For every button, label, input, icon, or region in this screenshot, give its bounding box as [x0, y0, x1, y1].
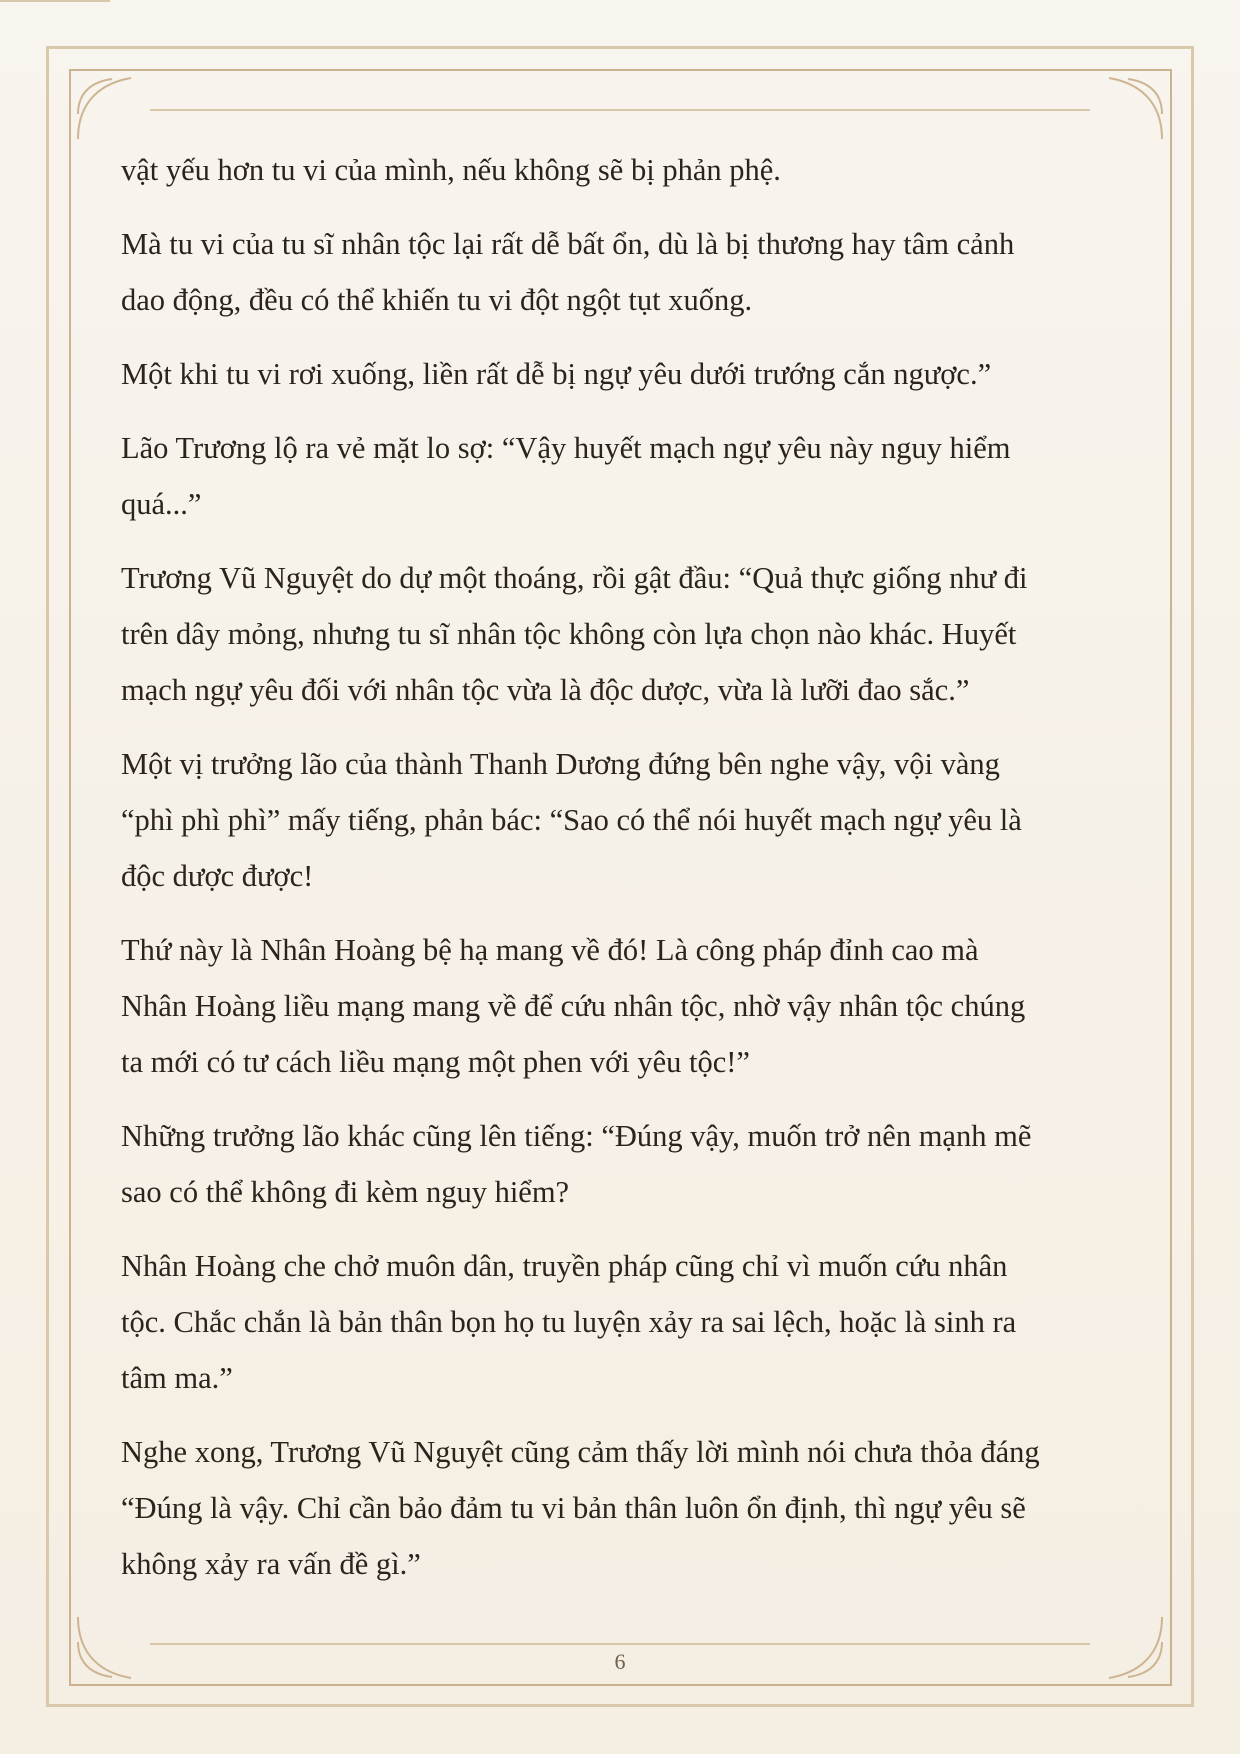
text-line: độc dược được! [121, 859, 314, 893]
text-line: mạch ngự yêu đối với nhân tộc vừa là độc dược, vừa là lưỡi đao sắc.” [121, 673, 970, 707]
paragraph-7 [121, 922, 1131, 1090]
footer-divider [150, 1643, 1090, 1645]
text-line: tâm ma.” [121, 1361, 233, 1395]
text-line: dao động, đều có thể khiến tu vi đột ngột tụt xuống. [121, 283, 753, 317]
text-line: Một khi tu vi rơi xuống, liền rất dễ bị ngự yêu dưới trướng cắn ngược.” [121, 357, 992, 391]
text-line: Những trưởng lão khác cũng lên tiếng: “Đúng vậy, muốn trở nên mạnh mẽ [121, 1119, 1032, 1153]
text-line: Thứ này là Nhân Hoàng bệ hạ mang về đó! Là công pháp đỉnh cao mà [121, 933, 979, 967]
paragraph-6 [121, 736, 1131, 904]
page-body-text [121, 142, 1131, 1610]
text-line: vật yếu hơn tu vi của mình, nếu không sẽ bị phản phệ. [121, 153, 781, 187]
text-line: ta mới có tư cách liều mạng một phen với yêu tộc!” [121, 1045, 750, 1079]
text-line: Trương Vũ Nguyệt do dự một thoáng, rồi gật đầu: “Quả thực giống như đi [121, 561, 1028, 595]
text-line: Nghe xong, Trương Vũ Nguyệt cũng cảm thấy lời mình nói chưa thỏa đáng [121, 1435, 1040, 1469]
text-line: Lão Trương lộ ra vẻ mặt lo sợ: “Vậy huyết mạch ngự yêu này nguy hiểm [121, 431, 1011, 465]
text-line: tộc. Chắc chắn là bản thân bọn họ tu luyện xảy ra sai lệch, hoặc là sinh ra [121, 1305, 1017, 1339]
text-line: Nhân Hoàng che chở muôn dân, truyền pháp cũng chỉ vì muốn cứu nhân [121, 1249, 1008, 1283]
text-line: không xảy ra vấn đề gì.” [121, 1547, 421, 1581]
paragraph-8 [121, 1108, 1131, 1220]
paragraph-2 [121, 216, 1131, 328]
text-line: Một vị trưởng lão của thành Thanh Dương đứng bên nghe vậy, vội vàng [121, 747, 1000, 781]
text-line: trên dây mỏng, nhưng tu sĩ nhân tộc không còn lựa chọn nào khác. Huyết [121, 617, 1017, 651]
page-number: 6 [614, 1649, 626, 1674]
header-divider [150, 109, 1090, 111]
text-line: “Đúng là vậy. Chỉ cần bảo đảm tu vi bản thân luôn ổn định, thì ngự yêu sẽ [121, 1491, 1026, 1525]
paragraph-1 [121, 142, 1131, 198]
paragraph-9 [121, 1238, 1131, 1406]
paragraph-3 [121, 346, 1131, 402]
paragraph-5 [121, 550, 1131, 718]
footer-ornament-line [0, 0, 110, 2]
text-line: Mà tu vi của tu sĩ nhân tộc lại rất dễ bất ổn, dù là bị thương hay tâm cảnh [121, 227, 1015, 261]
text-line: sao có thể không đi kèm nguy hiểm? [121, 1175, 570, 1209]
paragraph-10 [121, 1424, 1131, 1592]
text-line: Nhân Hoàng liều mạng mang về để cứu nhân tộc, nhờ vậy nhân tộc chúng [121, 989, 1026, 1023]
paragraph-4 [121, 420, 1131, 532]
text-line: “phì phì phì” mấy tiếng, phản bác: “Sao có thể nói huyết mạch ngự yêu là [121, 803, 1022, 837]
text-line: quá...” [121, 487, 202, 521]
